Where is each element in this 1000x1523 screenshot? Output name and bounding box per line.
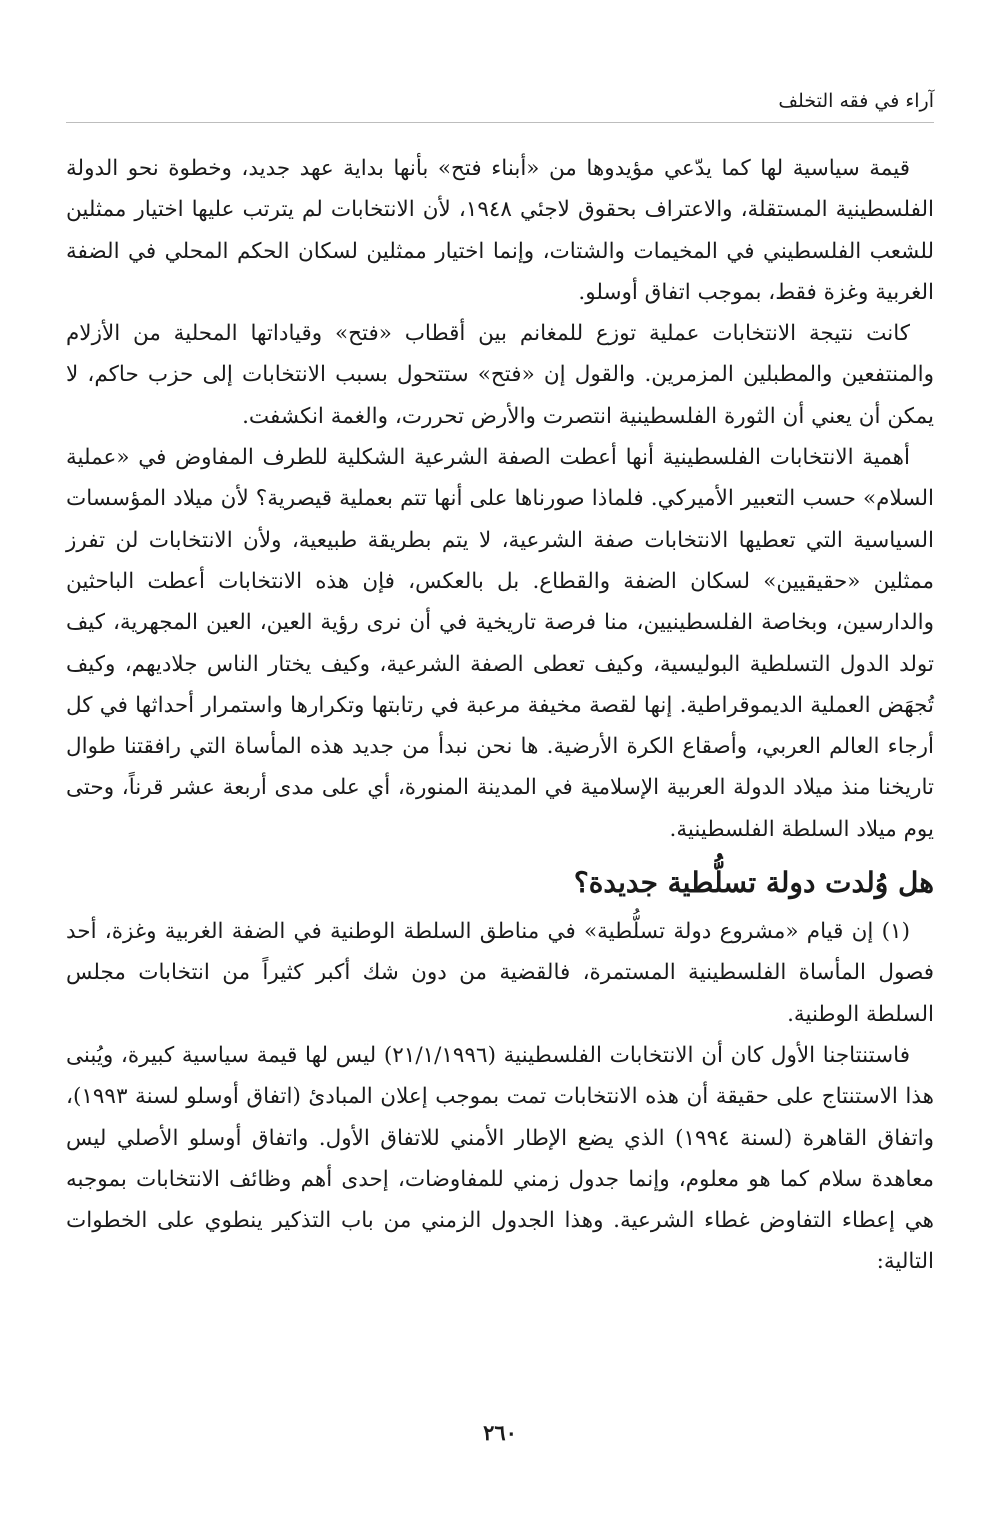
page-body	[66, 148, 934, 1283]
running-head: آراء في فقه التخلف	[778, 90, 934, 112]
paragraph: فاستنتاجنا الأول كان أن الانتخابات الفلسطينية (٢١/١/١٩٩٦) ليس لها قيمة سياسية كبيرة، ويُبنى هذا الاستنتاج على حقيقة أن هذه الانتخابات تمت بموجب إعلان المبادئ (اتفاق أوسلو لسنة ١٩٩٣)، واتفاق القاهرة (لسنة ١٩٩٤) الذي يضع الإطار الأمني للاتفاق الأول. واتفاق أوسلو الأصلي ليس معاهدة سلام كما هو معلوم، وإنما جدول زمني للمفاوضات، إحدى أهم وظائف الانتخابات بموجبه هي إعطاء التفاوض غطاء الشرعية. وهذا الجدول الزمني من باب التذكير ينطوي على الخطوات التالية:	[66, 1042, 934, 1275]
page-number: ٢٦٠	[483, 1420, 517, 1445]
header-rule	[66, 122, 934, 123]
book-page	[66, 0, 934, 1523]
paragraph: (١) إن قيام «مشروع دولة تسلُّطية» في مناطق السلطة الوطنية في الضفة الغربية وغزة، أحد فصول المأساة الفلسطينية المستمرة، فالقضية من دون شك أكبر كثيراً من انتخابات مجلس السلطة الوطنية.	[66, 919, 934, 1027]
section-heading: هل وُلدت دولة تسلُّطية جديدة؟	[573, 866, 934, 900]
paragraph: كانت نتيجة الانتخابات عملية توزع للمغانم بين أقطاب «فتح» وقياداتها المحلية من الأزلام والمنتفعين والمطبلين المزمرين. والقول إن «فتح» ستتحول بسبب الانتخابات إلى حزب حاكم، لا يمكن أن يعني أن الثورة الفلسطينية انتصرت والأرض تحررت، والغمة انكشفت.	[66, 321, 934, 429]
paragraph: أهمية الانتخابات الفلسطينية أنها أعطت الصفة الشرعية الشكلية للطرف المفاوض في «عملية السلام» حسب التعبير الأميركي. فلماذا صورناها على أنها تتم بعملية قيصرية؟ لأن ميلاد المؤسسات السياسية التي تعطيها الانتخابات صفة الشرعية، لا يتم بطريقة طبيعية، ولأن الانتخابات لن تفرز ممثلين «حقيقيين» لسكان الضفة والقطاع. بل بالعكس، فإن هذه الانتخابات أعطت الباحثين والدارسين، وبخاصة الفلسطينيين، منا فرصة تاريخية في أن نرى رؤية العين، العين المجهرية، كيف تولد الدول التسلطية البوليسية، وكيف تعطى الصفة الشرعية، وكيف يختار الناس جلاديهم، وكيف تُجهَض العملية الديموقراطية. إنها لقصة مخيفة مرعبة في رتابتها وتكرارها واستمرار أحداثها في كل أرجاء العالم العربي، وأصقاع الكرة الأرضية. ها نحن نبدأ من جديد هذه المأساة التي رافقتنا طوال تاريخنا منذ ميلاد الدولة العربية الإسلامية في المدينة المنورة، أي على مدى أربعة عشر قرناً، وحتى يوم ميلاد السلطة الفلسطينية.	[66, 445, 934, 842]
paragraph: قيمة سياسية لها كما يدّعي مؤيدوها من «أبناء فتح» بأنها بداية عهد جديد، وخطوة نحو الدولة الفلسطينية المستقلة، والاعتراف بحقوق لاجئي ١٩٤٨، لأن الانتخابات لم يترتب عليها اختيار ممثلين للشعب الفلسطيني في المخيمات والشتات، وإنما اختيار ممثلين لسكان الحكم المحلي في الضفة الغربية وغزة فقط، بموجب اتفاق أوسلو.	[66, 156, 934, 305]
